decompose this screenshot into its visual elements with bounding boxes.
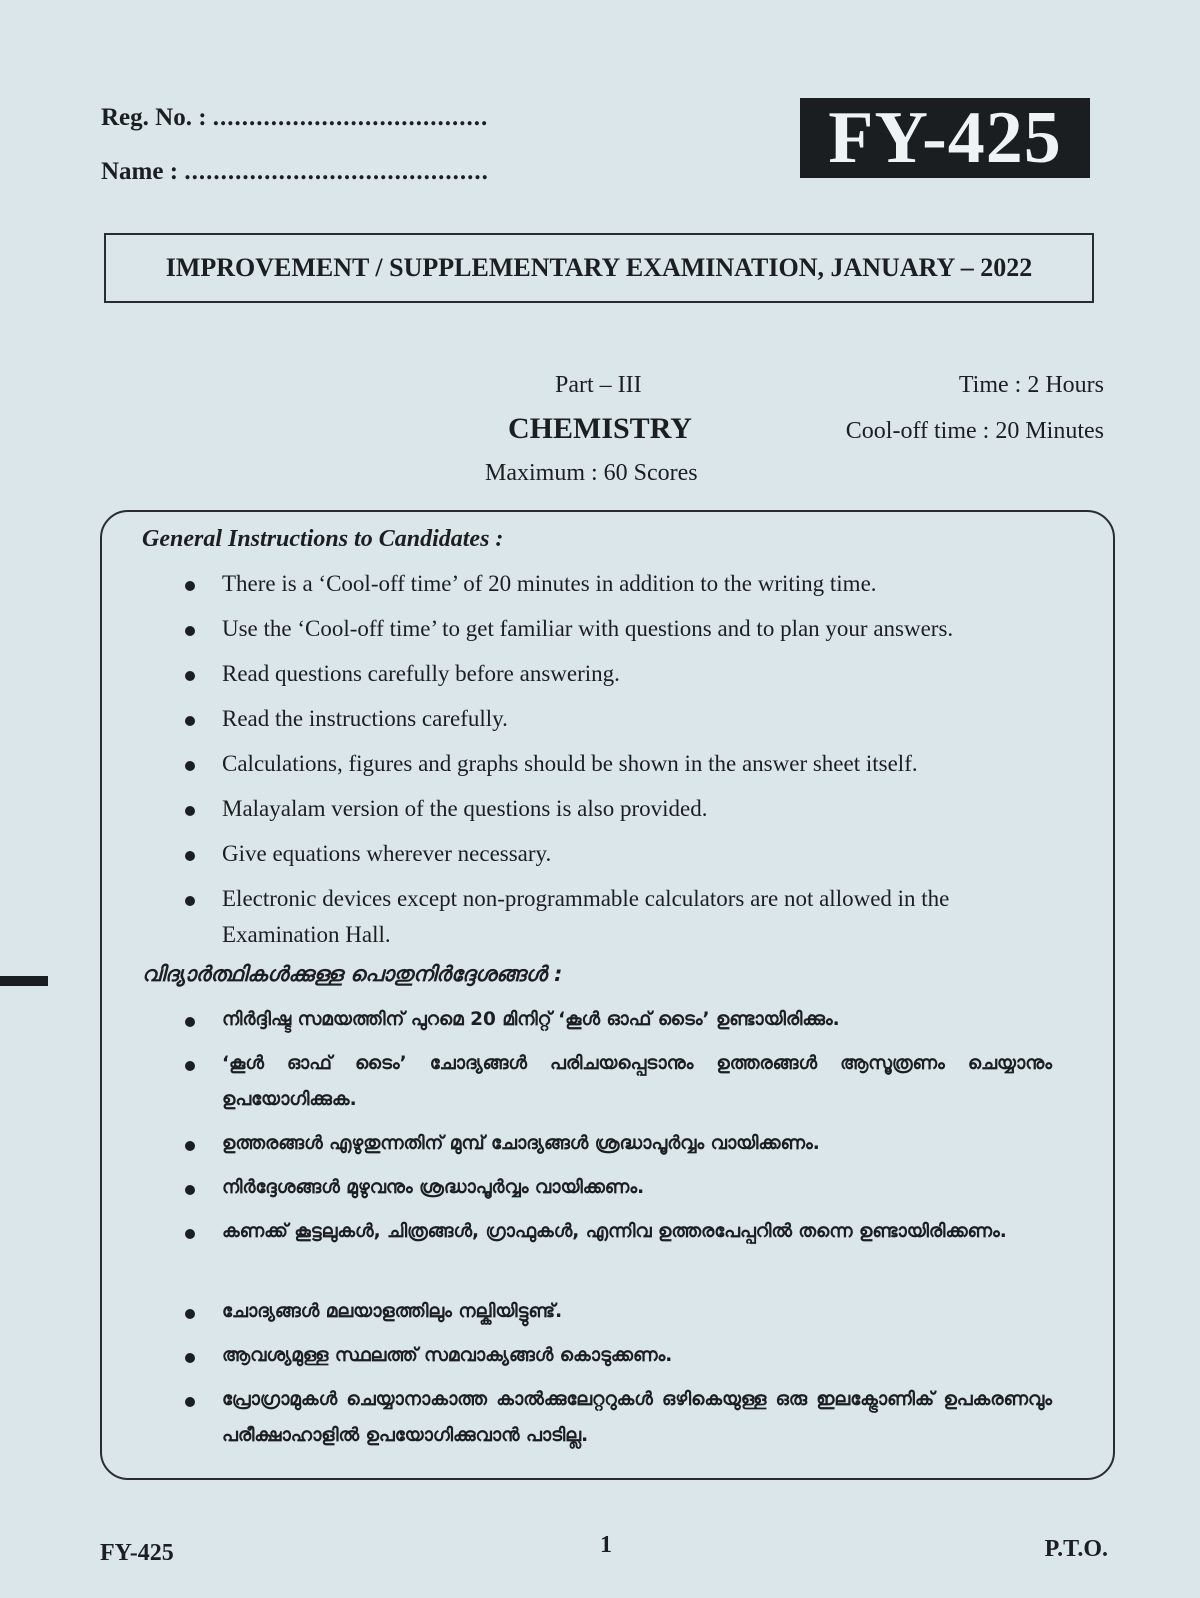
exam-title: IMPROVEMENT / SUPPLEMENTARY EXAMINATION, JANUARY – 2022	[104, 233, 1094, 303]
bullet-icon	[185, 896, 195, 906]
bullet-icon	[185, 716, 195, 726]
bullet-icon	[185, 1017, 195, 1027]
max-score-label: Maximum : 60 Scores	[485, 460, 698, 486]
reg-no-label: Reg. No. :	[101, 104, 207, 131]
bullet-icon	[185, 626, 195, 636]
subject-title: CHEMISTRY	[508, 412, 692, 445]
bullet-icon	[185, 671, 195, 681]
instructions-heading-ml: വിദ്യാർത്ഥികൾക്കുള്ള പൊതുനിർദ്ദേശങ്ങൾ :	[142, 962, 563, 986]
cool-off-label: Cool-off time : 20 Minutes	[845, 418, 1104, 444]
bullet-icon	[185, 1309, 195, 1319]
reg-no-field	[101, 104, 488, 132]
bullet-icon	[185, 581, 195, 591]
paper-code-badge: FY-425	[800, 98, 1090, 178]
bullet-icon	[185, 761, 195, 771]
footer-paper-code: FY-425	[100, 1540, 174, 1566]
edge-mark	[0, 976, 48, 986]
part-label: Part – III	[555, 372, 642, 398]
bullet-icon	[185, 1353, 195, 1363]
name-dots: ..........................................	[184, 158, 489, 185]
bullet-icon	[185, 1229, 195, 1239]
reg-no-dots: ......................................	[212, 104, 489, 131]
name-field	[101, 158, 489, 186]
name-label: Name :	[101, 158, 179, 185]
instructions-heading-en: General Instructions to Candidates :	[142, 526, 504, 552]
exam-page: Reg. No. : ...................................... Name : .......................................... FY-425 IMPROVEMENT / SUPPLEMENTARY EXAMINATION, JANUARY – 2022 Part – III Time : 2 Hours CHEMISTRY Cool-off time : 20 Minutes Maximum : 60 Scores General Instructions to Candidates : There is a ‘Cool-off time’ of 20 minutes in addition to the writing time. Use the ‘Cool-off time’ to get familiar with questions and to plan your answers. Read questions carefully before answering. Read the instructions carefully. Calculations, figures and graphs should be shown in the answer sheet itself. Malayalam version of the questions is also provided. Give equations wherever necessary. Electronic devices except non-programmable calculators are not allowed in the Examination Hall. വിദ്യാർത്ഥികൾക്കുള്ള പൊതുനിർദ്ദേശങ്ങൾ : നിർദ്ദിഷ്ട സമയത്തിന് പുറമെ 20 മിനിറ്റ് ‘കൂൾ ഓഫ് ടൈം’ ഉണ്ടായിരിക്കും. ‘കൂൾ ഓഫ് ടൈം’ ചോദ്യങ്ങൾ പരിചയപ്പെടാനും ഉത്തരങ്ങൾ ആസൂത്രണം ചെയ്യാനും ഉപയോഗിക്കുക. ഉത്തരങ്ങൾ എഴുതുന്നതിന് മുമ്പ് ചോദ്യങ്ങൾ ശ്രദ്ധാപൂർവ്വം വായിക്കണം. നിർദ്ദേശങ്ങൾ മുഴുവനും ശ്രദ്ധാപൂർവ്വം വായിക്കണം. കണക്ക് കൂട്ടലുകൾ, ചിത്രങ്ങൾ, ഗ്രാഫുകൾ, എന്നിവ ഉത്തരപേപ്പറിൽ തന്നെ ഉണ്ടായിരിക്കണം. ചോദ്യങ്ങൾ മലയാളത്തിലും നല്കിയിട്ടുണ്ട്. ആവശ്യമുള്ള സ്ഥലത്ത് സമവാക്യങ്ങൾ കൊടുക്കണം. പ്രോഗ്രാമുകൾ ചെയ്യാനാകാത്ത കാൽക്കുലേറ്ററുകൾ ഒഴികെയുള്ള ഒരു ഇലക്ട്രോണിക് ഉപകരണവും പരീക്ഷാഹാളിൽ ഉപയോഗിക്കുവാൻ പാടില്ല. FY-425 1 P.T.O.	[0, 0, 1200, 1598]
time-label: Time : 2 Hours	[958, 372, 1104, 398]
pto-label: P.T.O.	[1044, 1536, 1108, 1562]
bullet-icon	[185, 1397, 195, 1407]
bullet-icon	[185, 851, 195, 861]
bullet-icon	[185, 1061, 195, 1071]
bullet-icon	[185, 806, 195, 816]
page-number: 1	[600, 1532, 612, 1558]
bullet-icon	[185, 1185, 195, 1195]
bullet-icon	[185, 1141, 195, 1151]
